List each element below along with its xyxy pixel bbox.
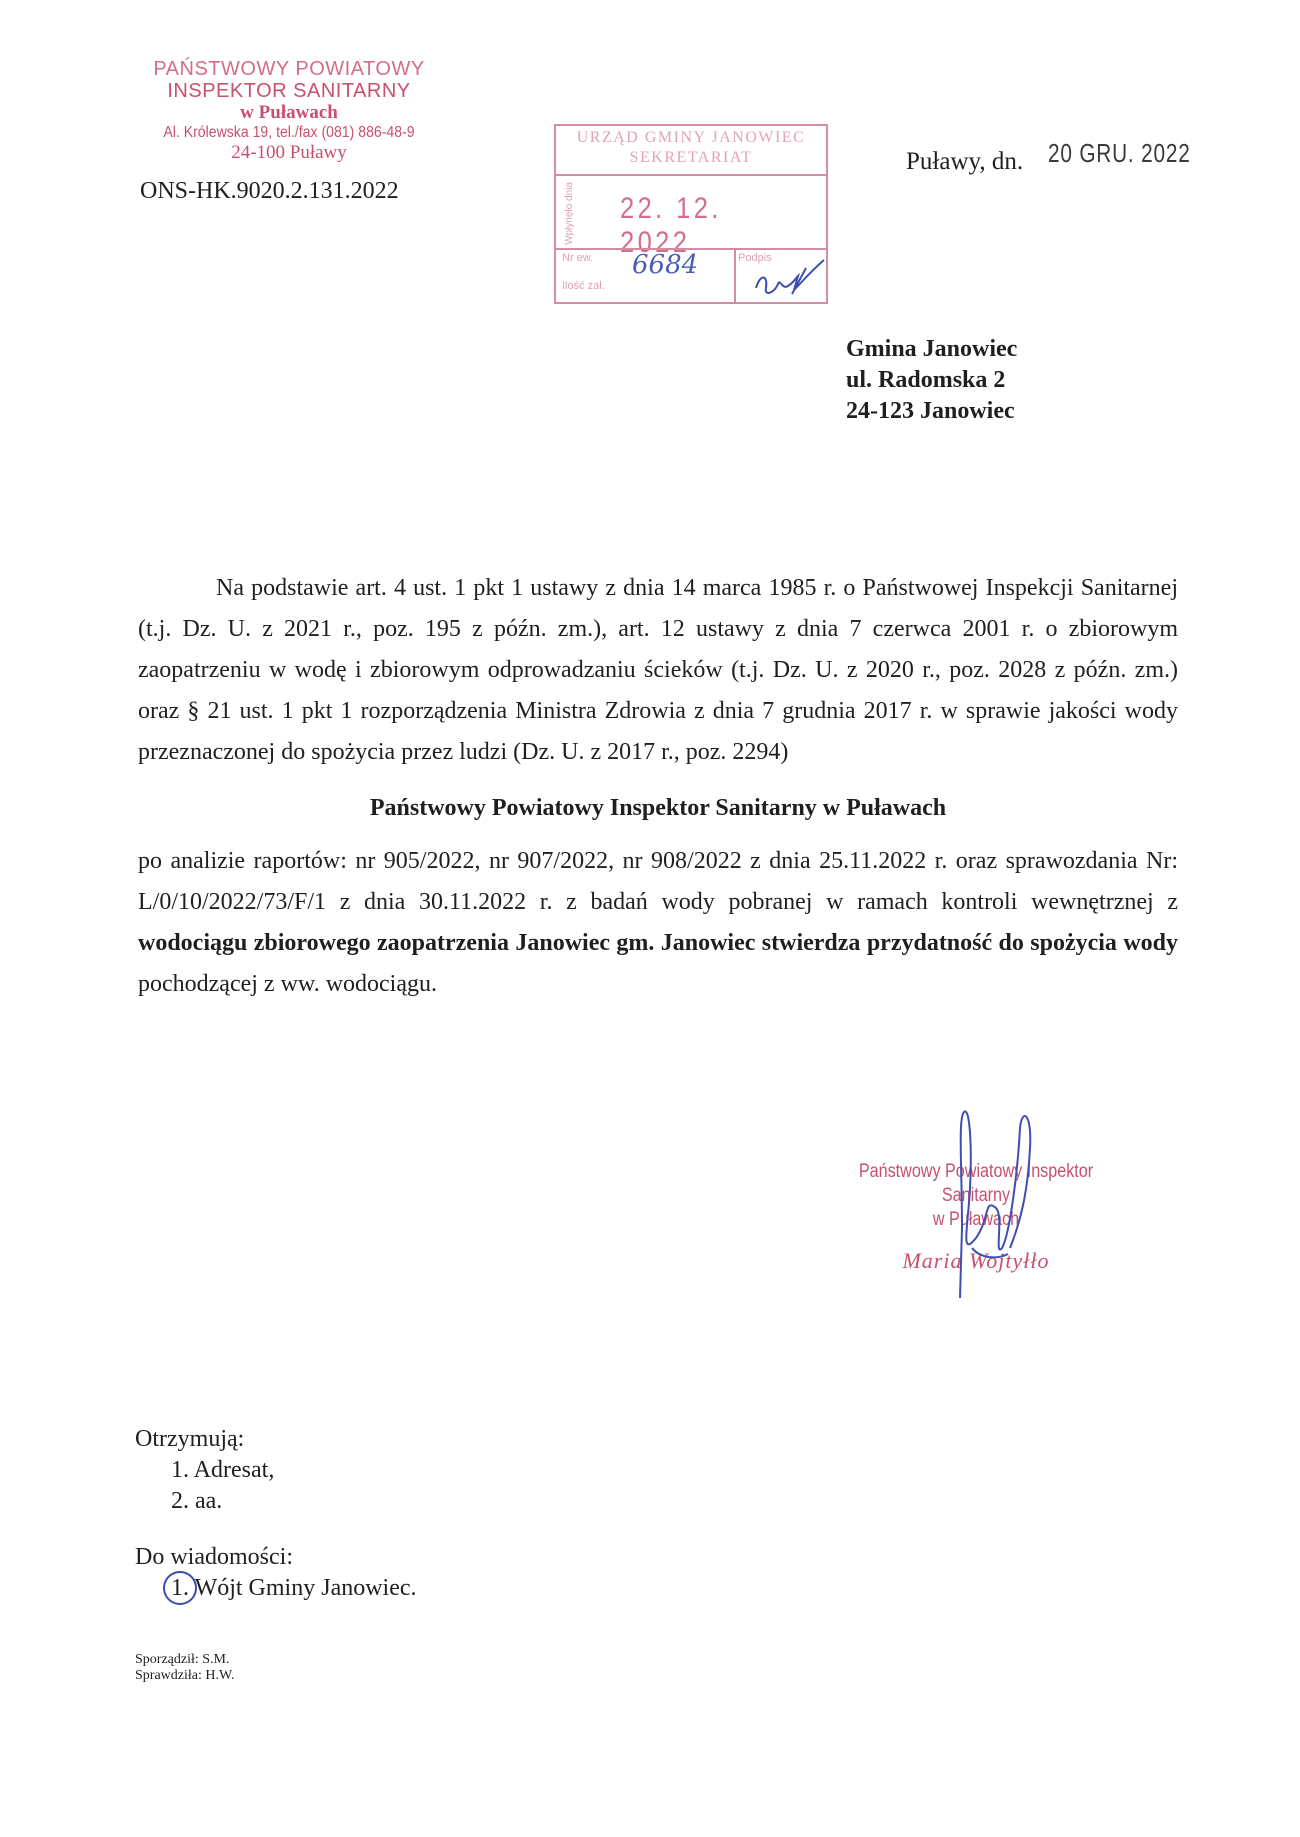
decision-bold-text: wodociągu zbiorowego zaopatrzenia Janowiec gm. Janowiec stwierdza przydatność do spożycia wody	[138, 930, 1178, 956]
stamp-postal: 24-100 Puławy	[231, 142, 347, 163]
letter-body	[138, 568, 1178, 1005]
list-item: 1. Adresat,	[171, 1457, 275, 1483]
decision-paragraph	[138, 841, 1178, 1005]
received-date: 22. 12. 2022	[620, 192, 722, 259]
issuer-stamp	[134, 58, 444, 163]
legal-basis-paragraph: Na podstawie art. 4 ust. 1 pkt 1 ustawy z dnia 14 marca 1985 r. o Państwowej Inspekcji Sanitarnej (t.j. Dz. U. z 2021 r., poz. 195 z późn. zm.), art. 12 ustawy z dnia 7 czerwca 2001 r. o zbiorowym zaopatrzeniu w wodę i zbiorowym odprowadzaniu ścieków (t.j. Dz. U. z 2020 r., poz. 2028 z późn. zm.) oraz § 21 ust. 1 pkt 1 rozporządzenia Ministra Zdrowia z dnia 7 grudnia 2017 r. w sprawie jakości wody przeznaczonej do spożycia przez ludzi (Dz. U. z 2017 r., poz. 2294)	[138, 575, 1178, 765]
clerk-signature-icon	[746, 254, 826, 302]
stamp-line: INSPEKTOR SANITARNY	[167, 80, 411, 102]
notice-section	[135, 1542, 417, 1604]
authority-heading: Państwowy Powiatowy Inspektor Sanitarny w Puławach	[369, 795, 947, 821]
registry-number-value: 6684	[632, 250, 699, 280]
received-stamp-title	[556, 128, 826, 168]
decision-text-end: pochodzącej z ww. wodociągu.	[138, 971, 437, 997]
list-item: 2. aa.	[171, 1488, 223, 1514]
notice-label: Do wiadomości:	[135, 1544, 293, 1570]
stamp-line: w Puławach	[240, 102, 338, 123]
recipient-city: 24-123 Janowiec	[846, 398, 1015, 424]
checked-by: Sprawdziła: H.W.	[135, 1668, 235, 1683]
receivers-section	[135, 1424, 274, 1517]
registry-number-label: Nr ew.	[562, 252, 594, 264]
received-label: Wpłynęło dnia	[564, 182, 575, 245]
reference-number: ONS-HK.9020.2.131.2022	[140, 178, 399, 204]
signature-title: Państwowy Powiatowy Inspektor Sanitarny	[858, 1161, 1094, 1206]
handwritten-signature-icon	[940, 1108, 1060, 1308]
received-stamp	[554, 124, 828, 304]
handwritten-circle-icon	[163, 1571, 197, 1605]
signature-name: Maria Wojtyłło	[902, 1248, 1050, 1273]
received-stamp-department: SEKRETARIAT	[629, 149, 753, 166]
stamp-line: PAŃSTWOWY POWIATOWY	[153, 58, 425, 80]
recipient-address	[846, 334, 1017, 427]
document-footer	[135, 1652, 234, 1684]
receivers-list	[135, 1455, 274, 1517]
prepared-by: Sporządził: S.M.	[135, 1652, 230, 1667]
signature-label: Podpis	[738, 252, 772, 264]
received-stamp-office: URZĄD GMINY JANOWIEC	[576, 129, 806, 146]
place-date-label: Puławy, dn.	[906, 148, 1024, 175]
decision-text: po analizie raportów: nr 905/2022, nr 907/2022, nr 908/2022 z dnia 25.11.2022 r. oraz sprawozdania Nr: L/0/10/2022/73/F/1 z dnia 30.11.2022 r. z badań wody pobranej w ramach kontroli wewnętrznej z	[138, 848, 1178, 915]
list-item	[135, 1573, 417, 1604]
signature-location: w Puławach	[932, 1209, 1020, 1230]
stamp-address: Al. Królewska 19, tel./fax (081) 886-48-9	[163, 124, 415, 141]
date-stamp: 20 GRU. 2022	[1048, 138, 1191, 168]
recipient-street: ul. Radomska 2	[846, 367, 1006, 393]
attachments-label: Ilość zał.	[562, 280, 605, 292]
recipient-name: Gmina Janowiec	[846, 336, 1018, 362]
notice-item-text: 1. Wójt Gminy Janowiec.	[171, 1575, 417, 1601]
receivers-label: Otrzymują:	[135, 1426, 245, 1452]
